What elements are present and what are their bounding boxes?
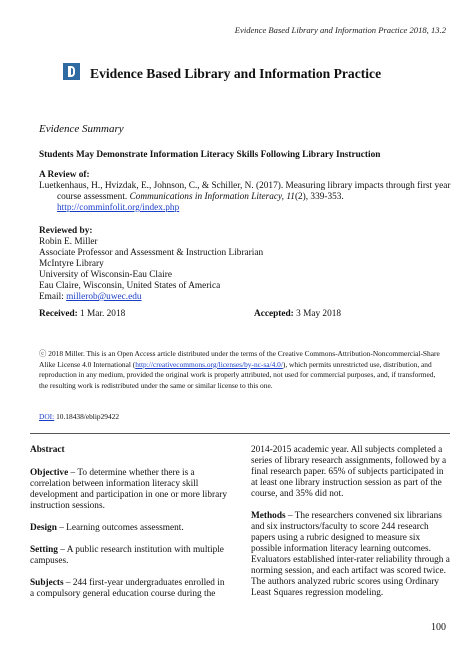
reviewer-position: Associate Professor and Assessment & Instruction Librarian [39, 248, 264, 258]
journal-logo-icon [63, 63, 80, 80]
reviewer-email-line [39, 292, 459, 303]
license-text-before: 2018 Miller. This is an Open Access article distributed under the terms of the Creative Commons-Attribution-Noncommercial-Share Alike License 4.0 International ( [39, 349, 440, 369]
accepted-value: 3 May 2018 [296, 309, 342, 319]
email-label: Email: [39, 292, 64, 302]
reviewer-email-link[interactable]: millerob@uwec.edu [66, 292, 142, 302]
design-text: – Learning outcomes assessment. [56, 523, 184, 533]
reviewer-location: Eau Claire, Wisconsin, United States of America [39, 281, 221, 291]
article-title: Students May Demonstrate Information Literacy Skills Following Library Instruction [39, 150, 381, 160]
journal-title: Evidence Based Library and Information Practice [90, 66, 382, 81]
design-label: Design [30, 523, 57, 533]
abstract-objective [30, 468, 230, 512]
page-number: 100 [431, 622, 446, 633]
methods-label: Methods [251, 511, 286, 521]
license-notice [39, 349, 444, 391]
doi-value: 10.18438/eblip29422 [56, 412, 120, 421]
setting-label: Setting [30, 545, 58, 555]
doi-line [39, 412, 119, 421]
reviewer-name: Robin E. Miller [39, 237, 98, 247]
abstract-column-left [30, 445, 230, 611]
abstract-methods [251, 511, 451, 599]
review-of-heading: A Review of: [39, 170, 90, 180]
subjects-label: Subjects [30, 578, 64, 588]
citation-volume: 11 [286, 192, 295, 202]
section-label: Evidence Summary [39, 123, 124, 135]
citation-pages: (2), 339-353. [294, 192, 344, 202]
reviewer-library: McIntyre Library [39, 259, 104, 269]
objective-text: – To determine whether there is a correlation between information literacy skill development and participation in one or more library instruction sessions. [30, 468, 227, 511]
abstract-heading: Abstract [30, 445, 65, 455]
creative-commons-icon: ⓒ [39, 349, 47, 358]
abstract-subjects-continued: 2014-2015 academic year. All subjects completed a series of library research assignments, followed by a final research paper. 65% of subjects participated in at least one library instruction session as part of the course, and 35% did not. [251, 445, 447, 499]
review-of-citation [39, 181, 459, 214]
running-header: Evidence Based Library and Information Practice 2018, 13.2 [234, 25, 446, 35]
citation-journal: Communications in Information Literacy, [129, 192, 284, 202]
reviewed-by-heading: Reviewed by: [39, 226, 93, 236]
abstract-design [30, 523, 230, 534]
reviewer-university: University of Wisconsin-Eau Claire [39, 270, 172, 280]
reviewed-by-block [39, 226, 459, 303]
accepted-label: Accepted: [254, 309, 294, 319]
setting-text: – A public research institution with multiple campuses. [30, 545, 224, 566]
received-value: 1 Mar. 2018 [80, 309, 126, 319]
section-divider [30, 433, 450, 434]
accepted-date [254, 309, 341, 319]
abstract-setting [30, 545, 230, 567]
methods-text: – The researchers convened six librarians and six instructors/faculty to score 244 research papers using a rubric designed to measure six possible information literacy learning outcomes. Evaluators established inter-rater reliability through a norming session, and each artifact was scored twice. The authors analyzed rubric scores using Ordinary Least Squares regression modeling. [251, 511, 450, 598]
received-label: Received: [39, 309, 78, 319]
received-date [39, 309, 125, 319]
objective-label: Objective [30, 468, 69, 478]
doi-label-link[interactable]: DOI: [39, 412, 55, 421]
citation-url-link[interactable]: http://comminfolit.org/index.php [57, 203, 180, 213]
subjects-text: – 244 first-year undergraduates enrolled in a compulsory general education course during the [30, 578, 225, 599]
license-text-after: ), which permits unrestricted use, distribution, and reproduction in any medium, provided the original work is properly attributed, not used for commercial purposes, and, if transformed, the resulting work is redistributed under the same or similar license to this one. [39, 359, 436, 390]
abstract-column-right [251, 445, 451, 610]
review-of-block [39, 170, 459, 214]
license-url-link[interactable]: http://creativecommons.org/licenses/by-nc-sa/4.0/ [135, 359, 283, 369]
citation-text: Luetkenhaus, H., Hvizdak, E., Johnson, C., & Schiller, N. (2017). Measuring library impacts through first year course assessment. [39, 181, 451, 202]
abstract-subjects [30, 578, 230, 600]
